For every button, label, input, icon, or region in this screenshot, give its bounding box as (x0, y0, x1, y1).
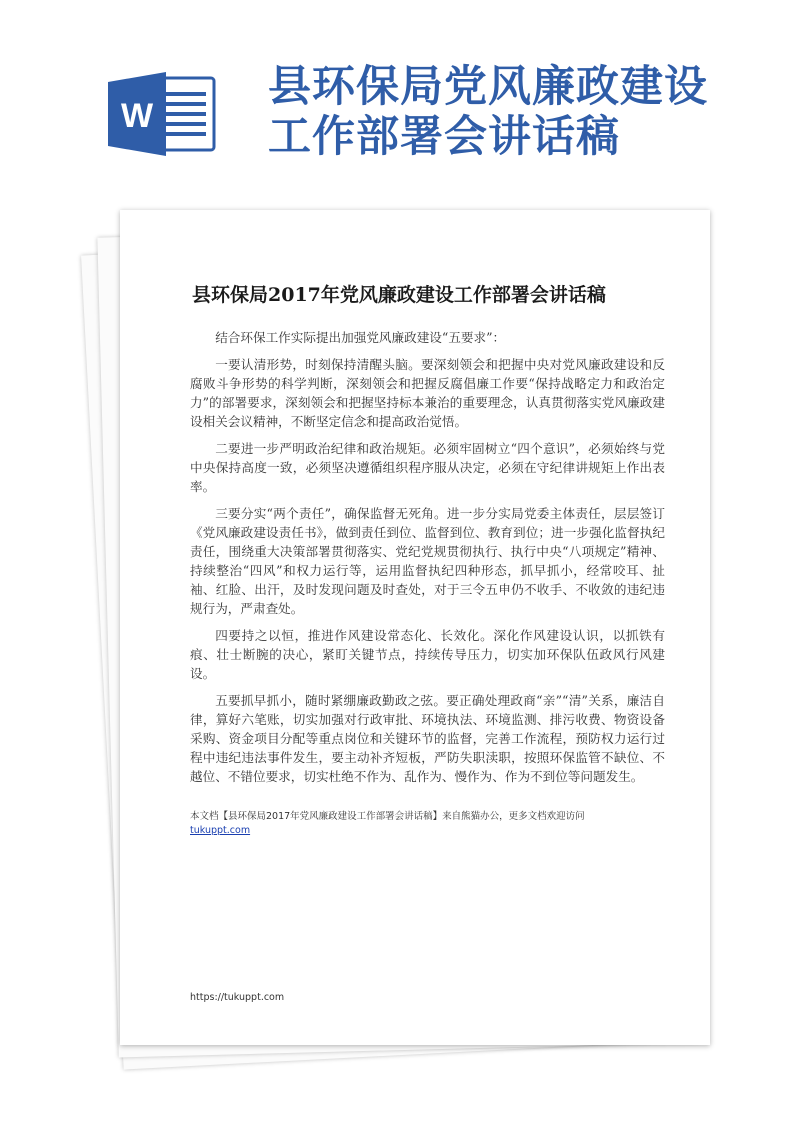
paragraph: 一要认清形势，时刻保持清醒头脑。要深刻领会和把握中央对党风廉政建设和反腐败斗争形势的科学判断，深刻领会和把握反腐倡廉工作要“保持战略定力和政治定力”的部署要求，深刻领会和把握坚持标本兼治的重要理念，认真贯彻落实党风廉政建设相关会议精神，不断坚定信念和提高政治觉悟。 (190, 357, 665, 429)
document-body (190, 328, 665, 794)
word-document-icon (108, 72, 216, 156)
header-banner (0, 0, 800, 200)
paragraph: 二要进一步严明政治纪律和政治规矩。必须牢固树立“四个意识”，必须始终与党中央保持高度一致，必须坚决遵循组织程序服从决定，必须在守纪律讲规矩上作出表率。 (190, 441, 665, 494)
document-title: 县环保局2017年党风廉政建设工作部署会讲话稿 (192, 284, 606, 306)
paragraph: 五要抓早抓小，随时紧绷廉政勤政之弦。要正确处理政商“亲”“清”关系，廉洁自律，算好六笔账，切实加强对行政审批、环境执法、环境监测、排污收费、物资设备采购、资金项目分配等重点岗位和关键环节的监督，完善工作流程，预防权力运行过程中违纪违法事件发生，要主动补齐短板，严防失职渎职，按照环保监管不缺位、不越位、不错位要求，切实杜绝不作为、乱作为、慢作为、作为不到位等问题发生。 (190, 693, 665, 784)
bottom-url[interactable]: https://tukuppt.com (190, 992, 285, 1003)
page-title (268, 62, 768, 162)
word-icon-letter: W (120, 97, 154, 135)
source-note (190, 810, 650, 838)
document-page (120, 210, 710, 1045)
paragraph: 结合环保工作实际提出加强党风廉政建设“五要求”： (215, 330, 506, 345)
source-link[interactable]: tukuppt.com (190, 825, 251, 836)
paragraph: 四要持之以恒，推进作风建设常态化、长效化。深化作风建设认识，以抓铁有痕、壮士断腕的决心，紧盯关键节点，持续传导压力，切实加环保队伍政风行风建设。 (190, 628, 665, 681)
title-line-2: 工作部署会讲话稿 (268, 112, 620, 162)
source-note-text: 本文档【县环保局2017年党风廉政建设工作部署会讲话稿】来自熊猫办公，更多文档欢迎访问 (190, 811, 585, 822)
paragraph: 三要分实“两个责任”，确保监督无死角。进一步分实局党委主体责任，层层签订《党风廉政建设责任书》，做到责任到位、监督到位、教育到位；进一步强化监督执纪责任，围绕重大决策部署贯彻落实、党纪党规贯彻执行、执行中央“八项规定”精神、持续整治“四风”和权力运行等，运用监督执纪四种形态，抓早抓小，经常咬耳、扯袖、红脸、出汗，及时发现问题及时查处，对于三令五申仍不收手、不收敛的违纪违规行为，严肃查处。 (190, 506, 665, 616)
title-line-1: 县环保局党风廉政建设 (268, 62, 708, 112)
